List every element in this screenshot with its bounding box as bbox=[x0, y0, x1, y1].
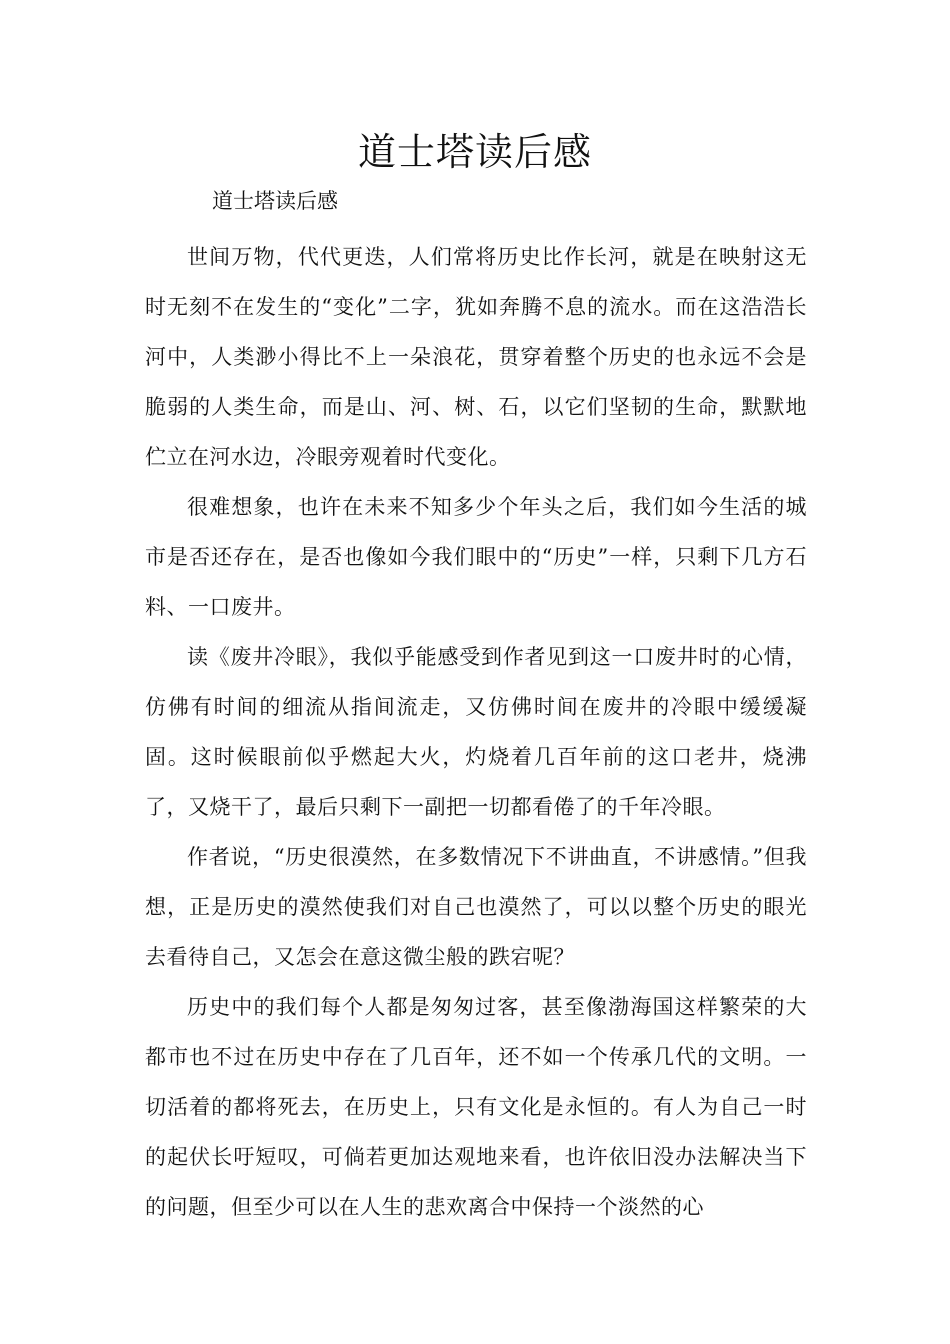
paragraph: 作者说，“历史很漠然，在多数情况下不讲曲直，不讲感情。”但我想，正是历史的漠然使我们对自己也漠然了，可以以整个历史的眼光去看待自己，又怎会在意这微尘般的跌宕呢？ bbox=[145, 845, 807, 969]
document-subtitle: 道士塔读后感 bbox=[212, 189, 338, 213]
paragraph: 读《废井冷眼》，我似乎能感受到作者见到这一口废井时的心情，仿佛有时间的细流从指间流走，又仿佛时间在废井的冷眼中缓缓凝固。这时候眼前似乎燃起大火，灼烧着几百年前的这口老井，烧沸了，又烧干了，最后只剩下一副把一切都看倦了的千年冷眼。 bbox=[145, 645, 807, 819]
document-body bbox=[145, 232, 807, 1232]
paragraph: 很难想象，也许在未来不知多少个年头之后，我们如今生活的城市是否还存在，是否也像如今我们眼中的“历史”一样，只剩下几方石料、一口废井。 bbox=[145, 495, 807, 619]
paragraph: 历史中的我们每个人都是匆匆过客，甚至像渤海国这样繁荣的大都市也不过在历史中存在了几百年，还不如一个传承几代的文明。一切活着的都将死去，在历史上，只有文化是永恒的。有人为自己一时的起伏长吁短叹，可倘若更加达观地来看，也许依旧没办法解决当下的问题，但至少可以在人生的悲欢离合中保持一个淡然的心 bbox=[145, 995, 807, 1219]
document-title: 道士塔读后感 bbox=[357, 130, 592, 174]
paragraph: 世间万物，代代更迭，人们常将历史比作长河，就是在映射这无时无刻不在发生的“变化”二字，犹如奔腾不息的流水。而在这浩浩长河中，人类渺小得比不上一朵浪花，贯穿着整个历史的也永远不会是脆弱的人类生命，而是山、河、树、石，以它们坚韧的生命，默默地伫立在河水边，冷眼旁观着时代变化。 bbox=[145, 245, 807, 469]
